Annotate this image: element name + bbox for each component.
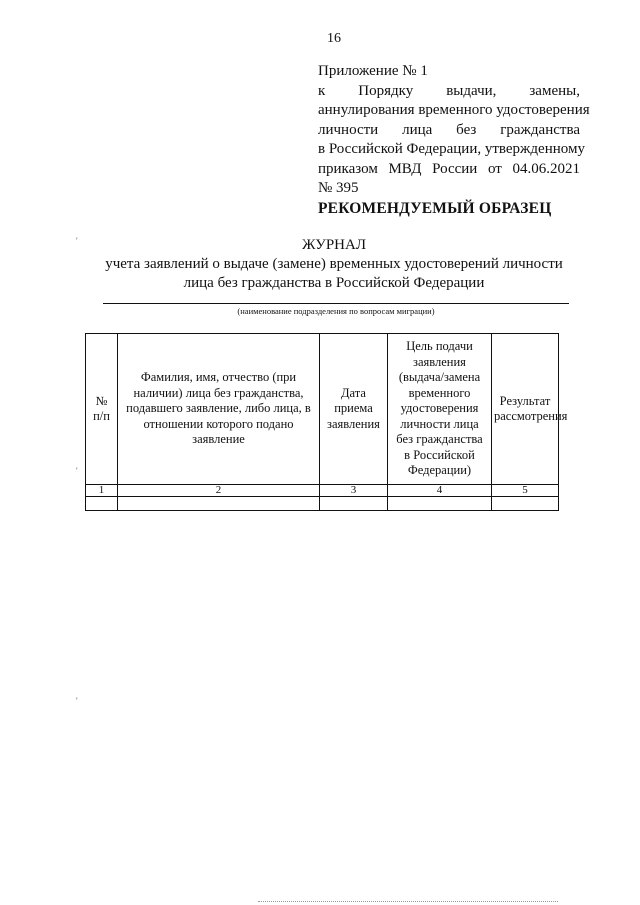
header-cell-name: Фамилия, имя, отчество (при наличии) лица без гражданства, подавшего заявление, либо лица, в отношении которого подано заявление bbox=[118, 334, 320, 485]
appendix-line-7: № 395 bbox=[318, 180, 359, 196]
table-numbering-row bbox=[86, 485, 559, 497]
appendix-block bbox=[318, 62, 590, 199]
appendix-line-2: к Порядку выдачи, замены, bbox=[318, 82, 580, 99]
scan-mark: ' bbox=[76, 466, 78, 476]
table-row bbox=[86, 497, 559, 511]
journal-subtitle-line-1: учета заявлений о выдаче (замене) временных удостоверений личности bbox=[105, 256, 563, 272]
journal-table bbox=[85, 333, 568, 511]
empty-cell bbox=[492, 497, 559, 511]
header-cell-number: № п/п bbox=[86, 334, 118, 485]
page-number: 16 bbox=[327, 31, 341, 46]
empty-cell bbox=[320, 497, 388, 511]
appendix-line-3: аннулирования временного удостоверения bbox=[318, 102, 590, 118]
scan-mark: ' bbox=[76, 696, 78, 706]
journal-title: ЖУРНАЛ bbox=[301, 237, 367, 253]
header-cell-result: Результат рассмотрения bbox=[492, 334, 559, 485]
sample-heading: РЕКОМЕНДУЕМЫЙ ОБРАЗЕЦ bbox=[318, 200, 552, 217]
column-number-2: 2 bbox=[118, 485, 320, 497]
division-name-line bbox=[103, 303, 569, 304]
column-number-5: 5 bbox=[492, 485, 559, 497]
journal-title-block bbox=[0, 236, 640, 293]
column-number-3: 3 bbox=[320, 485, 388, 497]
header-cell-date: Дата приема заявления bbox=[320, 334, 388, 485]
appendix-line-4: личности лица без гражданства bbox=[318, 121, 580, 138]
header-cell-purpose: Цель подачи заявления (выдача/замена временного удостоверения личности лица без гражданства в Российской Федерации) bbox=[388, 334, 492, 485]
scan-edge-line bbox=[258, 901, 558, 902]
empty-cell bbox=[388, 497, 492, 511]
column-number-1: 1 bbox=[86, 485, 118, 497]
journal-subtitle-line-2: лица без гражданства в Российской Федерации bbox=[183, 275, 485, 291]
scan-mark: ' bbox=[76, 236, 78, 246]
appendix-title: Приложение № 1 bbox=[318, 63, 428, 79]
empty-cell bbox=[118, 497, 320, 511]
column-number-4: 4 bbox=[388, 485, 492, 497]
empty-cell bbox=[86, 497, 118, 511]
division-caption: (наименование подразделения по вопросам миграции) bbox=[237, 306, 435, 316]
table-header-row bbox=[86, 334, 559, 485]
appendix-line-5: в Российской Федерации, утвержденному bbox=[318, 141, 585, 157]
appendix-line-6: приказом МВД России от 04.06.2021 bbox=[318, 160, 580, 177]
